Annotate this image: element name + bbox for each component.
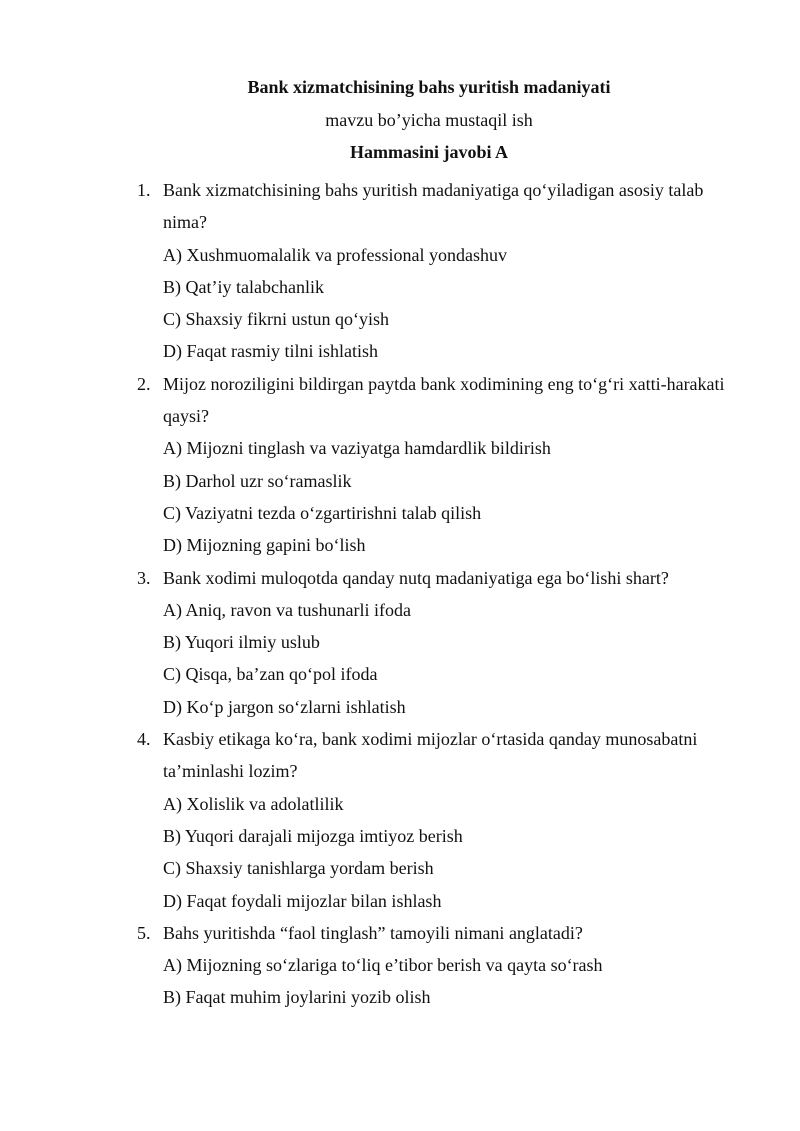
answer-option: A) Xolislik va adolatlilik <box>163 793 344 814</box>
answer-option: B) Qat’iy talabchanlik <box>163 276 324 297</box>
answer-options <box>163 949 737 1014</box>
question-number: 2. <box>137 373 151 394</box>
answer-option: C) Shaxsiy fikrni ustun qo‘yish <box>163 309 390 330</box>
answer-note: Hammasini javobi A <box>349 142 509 162</box>
answer-options <box>163 594 737 723</box>
question-item <box>137 723 737 917</box>
answer-option: D) Faqat rasmiy tilni ishlatish <box>163 341 378 362</box>
answer-option: A) Xushmuomalalik va professional yondashuv <box>163 244 507 265</box>
question-item <box>137 917 737 1014</box>
answer-option: D) Faqat foydali mijozlar bilan ishlash <box>163 890 442 911</box>
answer-option: C) Qisqa, ba’zan qo‘pol ifoda <box>163 664 378 685</box>
answer-options <box>163 432 737 561</box>
answer-options <box>163 239 737 368</box>
answer-option: B) Faqat muhim joylarini yozib olish <box>163 987 431 1008</box>
answer-option: A) Mijozni tinglash va vaziyatga hamdardlik bildirish <box>163 438 551 459</box>
question-text: Bahs yuritishda “faol tinglash” tamoyili nimani anglatadi? <box>163 922 583 943</box>
question-item <box>137 174 737 368</box>
answer-option: C) Vaziyatni tezda o‘zgartirishni talab qilish <box>163 502 482 523</box>
answer-option: D) Ko‘p jargon so‘zlarni ishlatish <box>163 696 406 717</box>
question-item <box>137 368 737 562</box>
question-number: 1. <box>137 180 151 200</box>
answer-option: A) Mijozning so‘zlariga to‘liq e’tibor berish va qayta so‘rash <box>163 955 603 976</box>
question-text: Bank xodimi muloqotda qanday nutq madaniyatiga ega bo‘lishi shart? <box>163 567 669 588</box>
question-text: Mijoz noroziligini bildirgan paytda bank xodimining eng to‘g‘ri xatti-harakati qaysi? <box>163 373 725 427</box>
question-number: 5. <box>137 922 151 943</box>
answer-options <box>163 788 737 917</box>
question-text: Kasbiy etikaga ko‘ra, bank xodimi mijozlar o‘rtasida qanday munosabatni ta’minlashi lozim? <box>163 729 698 782</box>
document-subtitle: mavzu bo’yicha mustaqil ish <box>325 110 533 130</box>
document-title: Bank xizmatchisining bahs yuritish madaniyati <box>247 77 611 97</box>
question-text: Bank xizmatchisining bahs yuritish madaniyatiga qo‘yiladigan asosiy talab nima? <box>163 180 704 233</box>
answer-option: D) Mijozning gapini bo‘lish <box>163 535 366 556</box>
answer-option: B) Yuqori ilmiy uslub <box>163 632 320 653</box>
question-number: 4. <box>137 729 151 750</box>
question-item <box>137 562 737 723</box>
question-list <box>137 174 737 1014</box>
question-number: 3. <box>137 567 151 588</box>
answer-option: A) Aniq, ravon va tushunarli ifoda <box>163 599 411 620</box>
answer-option: B) Yuqori darajali mijozga imtiyoz berish <box>163 825 463 846</box>
answer-option: B) Darhol uzr so‘ramaslik <box>163 470 352 491</box>
answer-option: C) Shaxsiy tanishlarga yordam berish <box>163 858 434 879</box>
